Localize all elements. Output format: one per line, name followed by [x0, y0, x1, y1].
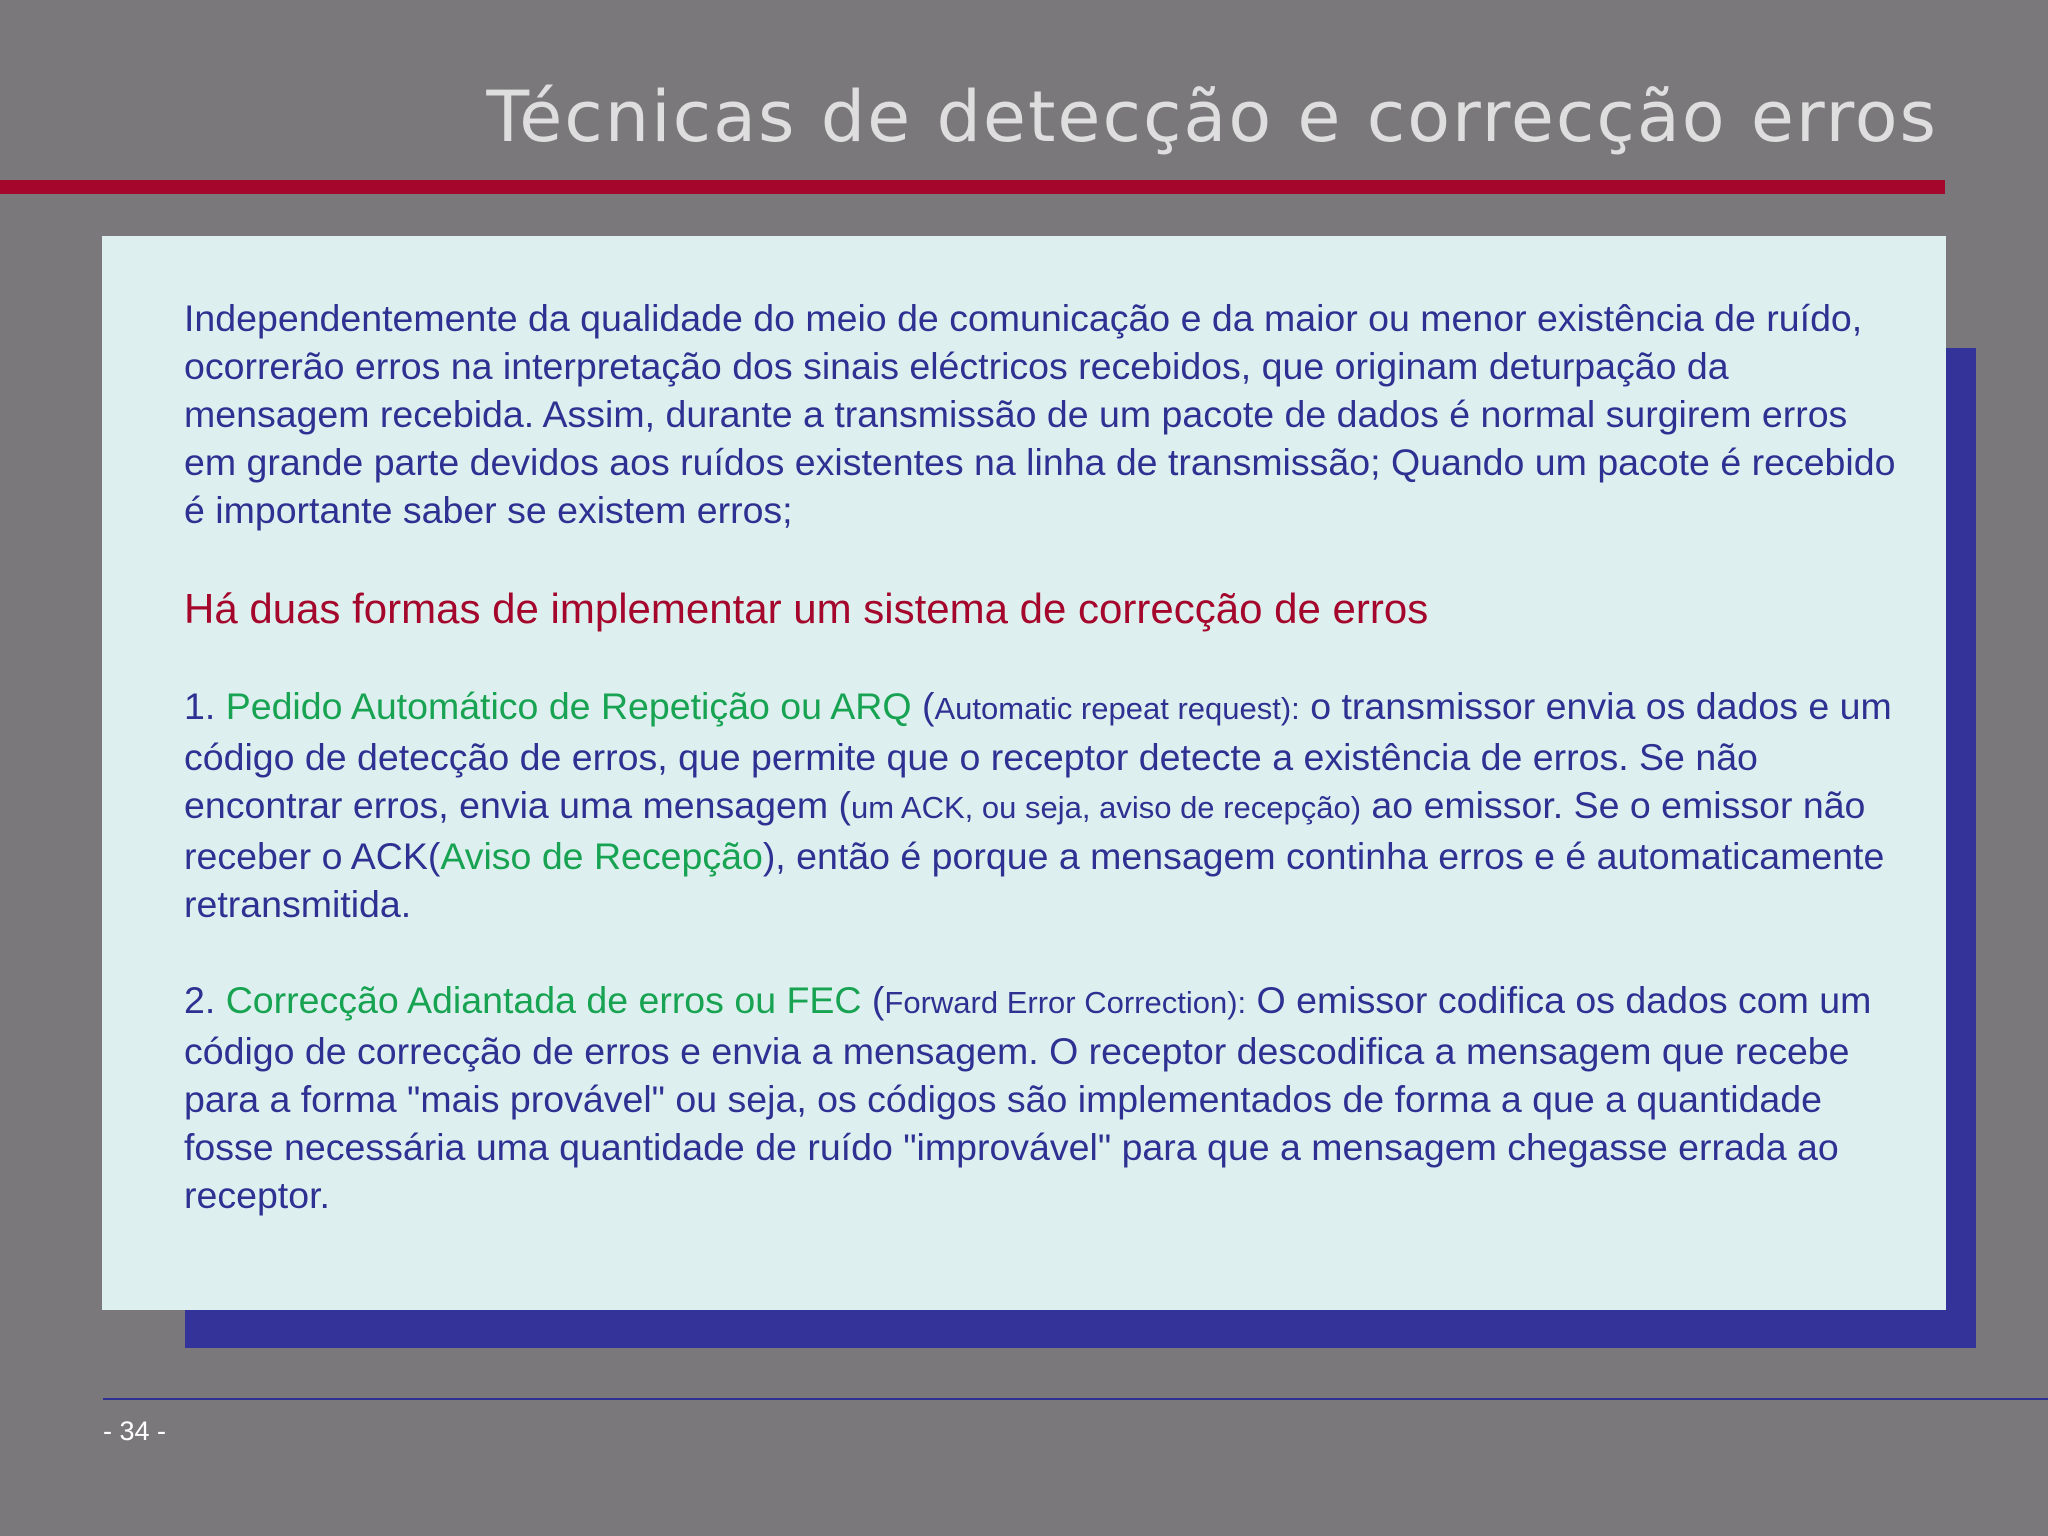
list-item-fec	[184, 976, 1906, 1219]
footer-divider	[103, 1398, 2048, 1400]
content-panel	[102, 236, 1946, 1310]
list-item-number: 2.	[184, 979, 226, 1021]
arq-description-c: ), então é porque a mensagem continha erros e é automaticamente retransmitida.	[184, 835, 1885, 925]
arq-description-b: ao emissor. Se o emissor não receber o ACK(	[184, 784, 1866, 877]
ack-note: um ACK, ou seja, aviso de recepção)	[850, 790, 1362, 825]
paren-open: (	[911, 685, 935, 727]
slide-title: Técnicas de detecção e correcção erros	[486, 76, 1938, 158]
intro-paragraph: Independentemente da qualidade do meio de comunicação e da maior ou menor existência de ruído, ocorrerão erros na interpretação dos sinais eléctricos recebidos, que originam deturpação da mensagem recebida. Assim, durante a transmissão de um pacote de dados é normal surgirem erros em grande parte devidos aos ruídos existentes na linha de transmissão; Quando um pacote é recebido é importante saber se existem erros;	[184, 297, 1896, 531]
title-divider	[0, 180, 1945, 194]
arq-description-a: o transmissor envia os dados e um código de detecção de erros, que permite que o receptor detecte a existência de erros. Se não encontrar erros, envia uma mensagem (	[184, 685, 1892, 826]
ack-term: Aviso de Recepção	[440, 835, 763, 877]
list-item-arq	[184, 682, 1906, 928]
section-heading: Há duas formas de implementar um sistema de correcção de erros	[184, 585, 1429, 632]
paren-open: (	[861, 979, 885, 1021]
page-number: - 34 -	[103, 1416, 167, 1446]
list-item-number: 1.	[184, 685, 226, 727]
fec-description: O emissor codifica os dados com um código de correcção de erros e envia a mensagem. O receptor descodifica a mensagem que recebe para a forma "mais provável" ou seja, os códigos são implementados de forma a que a quantidade fosse necessária uma quantidade de ruído "improvável" para que a mensagem chegasse errada ao receptor.	[184, 979, 1872, 1216]
arq-term: Pedido Automático de Repetição ou ARQ	[225, 685, 912, 727]
fec-term: Correcção Adiantada de erros ou FEC	[225, 979, 862, 1021]
fec-english-term: Forward Error Correction):	[884, 985, 1247, 1020]
arq-english-term: Automatic repeat request):	[934, 691, 1300, 726]
